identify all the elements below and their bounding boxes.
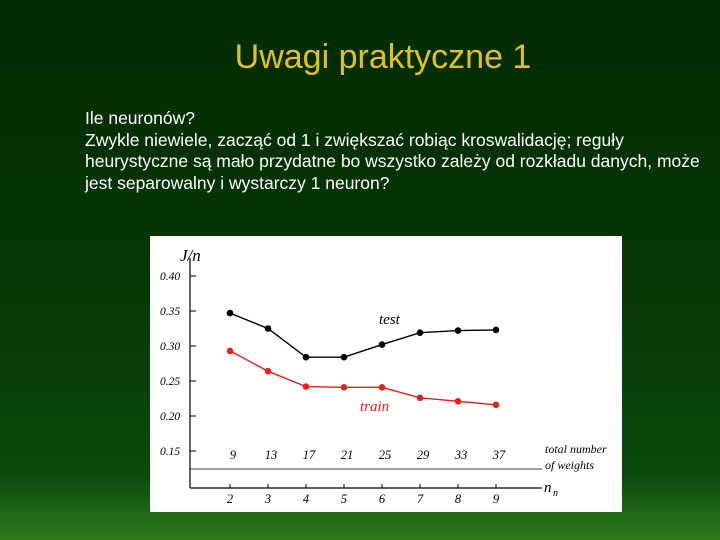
x-tick-label: 8 bbox=[454, 492, 462, 506]
y-tick-label: 0.35 bbox=[160, 306, 181, 318]
y-tick-label: 0.20 bbox=[160, 411, 181, 423]
x-tick-label: 5 bbox=[340, 492, 348, 506]
series-lines bbox=[227, 310, 500, 408]
point-test bbox=[455, 327, 462, 334]
x-tick-label: 4 bbox=[302, 492, 310, 506]
weights-tick-label: 13 bbox=[264, 448, 278, 462]
y-tick-label: 0.30 bbox=[160, 341, 181, 353]
point-test bbox=[265, 325, 272, 332]
x-tick-row bbox=[227, 484, 500, 506]
slide-body bbox=[85, 108, 715, 194]
point-train bbox=[455, 398, 462, 405]
x-tick-label: 9 bbox=[492, 492, 500, 506]
point-train bbox=[265, 368, 272, 375]
chart-labels bbox=[180, 246, 607, 499]
y-tick-label: 0.40 bbox=[160, 271, 181, 283]
point-test bbox=[227, 310, 234, 317]
point-train bbox=[227, 348, 234, 355]
point-train bbox=[341, 384, 348, 391]
point-test bbox=[417, 329, 424, 336]
x-tick-label: 3 bbox=[264, 492, 272, 506]
y-ticks bbox=[160, 271, 196, 458]
point-train bbox=[379, 384, 386, 391]
slide-title: Uwagi praktyczne 1 bbox=[234, 38, 532, 76]
weights-tick-label: 37 bbox=[492, 448, 506, 462]
x-tick-label: 6 bbox=[378, 492, 386, 506]
point-test bbox=[493, 327, 500, 334]
chart-axes bbox=[190, 258, 542, 488]
weights-tick-label: 17 bbox=[302, 448, 316, 462]
chart-panel bbox=[150, 236, 622, 512]
x-axis-label: n bbox=[544, 480, 552, 496]
y-tick-label: 0.25 bbox=[160, 376, 181, 388]
point-train bbox=[493, 402, 500, 409]
series-line-train bbox=[230, 351, 496, 405]
weights-row bbox=[230, 448, 506, 462]
paragraph-text: Zwykle niewiele, zacząć od 1 i zwiększać robiąc kroswalidację; reguły heurystyczne są mało przydatne bo wszystko zależy od rozkładu danych, może jest separowalny i wystarczy 1 neuron? bbox=[85, 129, 700, 193]
x-axis-label-subscript: n bbox=[553, 488, 558, 499]
weights-axis-label-line1: total number bbox=[545, 442, 607, 456]
weights-axis-label-line2: of weights bbox=[545, 458, 595, 472]
weights-tick-label: 9 bbox=[229, 448, 237, 462]
weights-tick-label: 33 bbox=[454, 448, 468, 462]
series-label-test: test bbox=[379, 312, 400, 328]
point-train bbox=[303, 383, 310, 390]
question-text: Ile neuronów? bbox=[85, 108, 195, 128]
weights-tick-label: 29 bbox=[416, 448, 430, 462]
series-label-train: train bbox=[360, 399, 390, 415]
y-axis-label: J/n bbox=[180, 246, 201, 265]
point-test bbox=[303, 354, 310, 361]
point-train bbox=[417, 395, 424, 402]
x-tick-label: 7 bbox=[416, 492, 424, 506]
point-test bbox=[379, 341, 386, 348]
weights-tick-label: 21 bbox=[340, 448, 354, 462]
y-tick-label: 0.15 bbox=[160, 446, 181, 458]
point-test bbox=[341, 354, 348, 361]
x-tick-label: 2 bbox=[226, 492, 234, 506]
error-chart bbox=[150, 236, 622, 512]
series-line-test bbox=[230, 313, 496, 357]
weights-tick-label: 25 bbox=[378, 448, 392, 462]
